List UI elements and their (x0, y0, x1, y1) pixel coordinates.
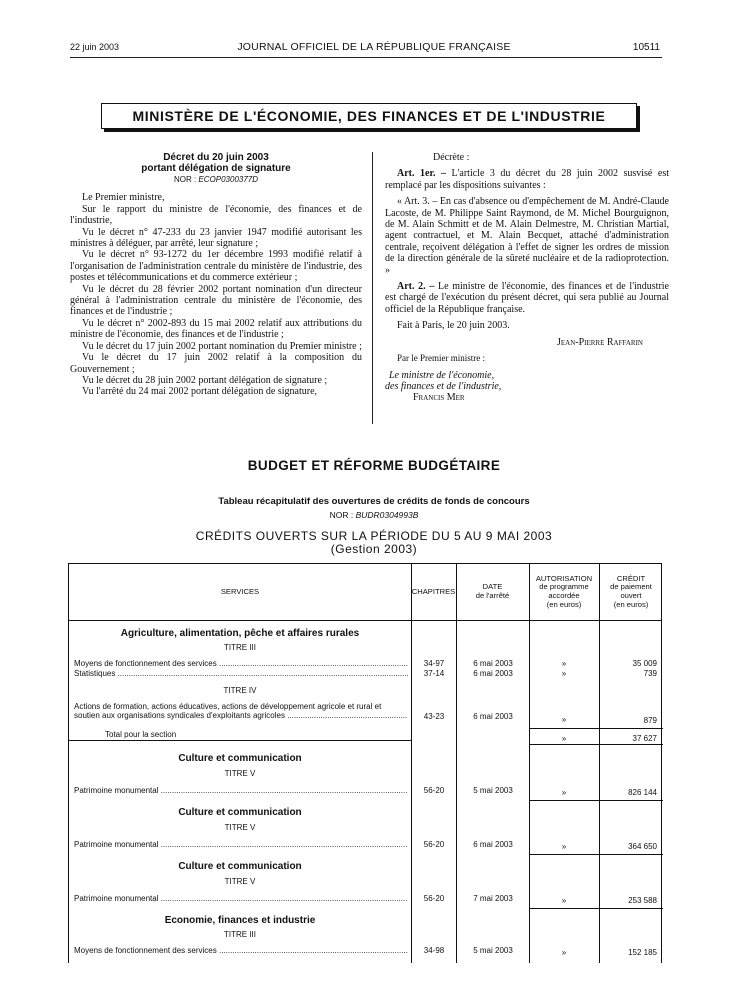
row-date: 5 mai 2003 (473, 946, 513, 955)
article-1 (385, 168, 669, 191)
header-auto-line1: AUTORISATION (535, 573, 593, 583)
decree-decrete: Décrète : (433, 152, 470, 163)
row-label: Statistiques ..... (74, 669, 408, 678)
row-credit: 826 144 (628, 788, 657, 797)
header-auto-line4: (en euros) (546, 599, 582, 609)
row-credit: 739 (643, 669, 657, 678)
decree-fait: Fait à Paris, le 20 juin 2003. (397, 320, 510, 332)
decree-paragraph: Vu le décret n° 47-233 du 23 janvier 1947 modifié autorisant les ministres à déléguer, par arrêté, leur signature ; (70, 226, 362, 250)
section-name: Agriculture, alimentation, pêche et affaires rurales (120, 628, 360, 639)
budget-nor (0, 510, 748, 520)
decree-left-column (70, 152, 362, 398)
credits-period: CRÉDITS OUVERTS SUR LA PÉRIODE DU 5 AU 9 MAI 2003 (195, 529, 553, 543)
decree-paragraph: Vu le décret n° 93-1272 du 1er décembre 1993 modifié relatif à l'organisation de l'administration centrale du ministère de l'industrie, des postes et télécommunications et du commerce extérieur ; (70, 249, 362, 284)
decree-subtitle: portant délégation de signature (141, 163, 291, 174)
row-credit: 152 185 (628, 948, 657, 957)
row-autorisation: » (561, 896, 567, 905)
ministry-banner (101, 103, 637, 129)
total-label: Total pour la section (105, 730, 177, 739)
credits-title (0, 530, 748, 556)
header-credit-line1: CRÉDIT (616, 573, 646, 583)
credits-gestion: (Gestion 2003) (330, 542, 418, 556)
row-date: 6 mai 2003 (473, 712, 513, 721)
row-label: Patrimoine monumental ..... (74, 840, 408, 849)
budget-nor-code: BUDR0304993B (355, 510, 419, 520)
header-auto-line2: de programme (539, 582, 589, 592)
decree-title: Décret du 20 juin 2003 (163, 152, 269, 163)
decree-paragraph: Le Premier ministre, (82, 192, 165, 204)
decree-paragraph: Vu le décret n° 2002-893 du 15 mai 2002 relatif aux attributions du ministre de l'économie, des finances et de l'industrie ; (70, 317, 362, 341)
header-autorisation (529, 564, 599, 620)
row-credit: 35 009 (632, 659, 657, 668)
row-credit: 364 650 (628, 842, 657, 851)
row-chapitre: 43-23 (423, 712, 445, 721)
article-2-text: Le ministre de l'économie, des finances et de l'industrie est chargé de l'exécution du présent décret, qui sera publié au Journal officiel de la République française. (385, 281, 669, 315)
row-label: Moyens de fonctionnement des services ..... (74, 659, 408, 668)
header-date: 22 juin 2003 (70, 42, 120, 52)
total-autorisation: » (561, 734, 567, 743)
row-autorisation: » (561, 669, 567, 678)
ministry-title: MINISTÈRE DE L'ÉCONOMIE, DES FINANCES ET DE L'INDUSTRIE (132, 108, 606, 124)
section-titre: TITRE V (224, 823, 256, 832)
article-2-label: Art. 2. – (397, 281, 435, 293)
row-date: 6 mai 2003 (473, 659, 513, 668)
article-1-text: L'article 3 du décret du 28 juin 2002 susvisé est remplacé par les dispositions suivantes : (385, 168, 669, 191)
section-titre: TITRE V (224, 877, 256, 886)
row-chapitre: 34-98 (423, 946, 445, 955)
header-credit-line3: ouvert (620, 591, 642, 600)
decree-paragraph: Vu le décret du 28 février 2002 portant nomination d'un directeur général à l'administration centrale du ministère de l'économie, des finances et de l'industrie ; (70, 283, 362, 318)
row-chapitre: 56-20 (423, 840, 445, 849)
row-autorisation: » (561, 842, 567, 851)
section-name: Economie, finances et industrie (164, 915, 316, 926)
journal-title: JOURNAL OFFICIEL DE LA RÉPUBLIQUE FRANÇAISE (237, 41, 511, 53)
article-2 (385, 281, 669, 315)
decree-paragraph: Vu le décret du 28 juin 2002 portant délégation de signature ; (82, 374, 328, 386)
header-rule (70, 57, 662, 58)
row-date: 6 mai 2003 (473, 840, 513, 849)
header-credit-line4: (en euros) (613, 599, 649, 609)
section-name: Culture et communication (178, 807, 302, 818)
minister-line-2: des finances et de l'industrie, (385, 380, 502, 392)
section-name: Culture et communication (178, 753, 302, 764)
row-autorisation: » (561, 788, 567, 797)
header-date (456, 564, 529, 620)
article-3-quote: « Art. 3. – En cas d'absence ou d'empêchement de M. André-Claude Lacoste, de M. Philippe Saint Raymond, de M. Michel Bourguignon, de M. Alain Schmitt et de M. Alain Delmestre, M. Christian Martial, agent contractuel, et M. Alain Becquet, attaché d'administration centrale, reçoivent délégation à l'effet de signer les ordres de mission de la direction générale de la sûreté nucléaire et de la radioprotection. » (385, 196, 669, 276)
header-auto-line3: accordée (548, 591, 580, 600)
row-autorisation: » (561, 715, 567, 724)
row-date: 6 mai 2003 (473, 669, 513, 678)
decree-paragraph: Vu le décret du 17 juin 2002 portant nomination du Premier ministre ; (82, 340, 362, 352)
row-label-line2: soutien aux organisations syndicales d'exploitants agricoles ..... (74, 711, 408, 720)
row-chapitre: 56-20 (423, 894, 445, 903)
column-divider (372, 152, 373, 424)
header-date-line1: DATE (482, 582, 503, 592)
row-label (74, 702, 408, 720)
section-titre: TITRE III (224, 643, 256, 652)
row-chapitre: 37-14 (423, 669, 445, 678)
decree-paragraph: Vu l'arrêté du 24 mai 2002 portant délégation de signature, (82, 386, 318, 398)
header-credit-line2: de paiement (610, 582, 652, 592)
credits-table (68, 563, 662, 963)
row-credit: 879 (643, 716, 657, 725)
row-date: 7 mai 2003 (473, 894, 513, 903)
row-label: Patrimoine monumental ..... (74, 894, 408, 903)
row-label: Patrimoine monumental ..... (74, 786, 408, 795)
row-label-line1: Actions de formation, actions éducatives, actions de développement agricole et rural et (74, 702, 382, 711)
budget-table-title: Tableau récapitulatif des ouvertures de crédits de fonds de concours (218, 496, 530, 507)
section-titre: TITRE V (224, 769, 256, 778)
section-titre: TITRE IV (223, 686, 257, 695)
decree-right-column (385, 152, 669, 404)
header-chapitres: CHAPITRES (411, 586, 456, 596)
minister-line-1: Le ministre de l'économie, (389, 369, 495, 381)
decree-nor (70, 174, 362, 185)
total-credit: 37 627 (632, 734, 657, 743)
section-titre: TITRE III (224, 930, 256, 939)
header-date-line2: de l'arrêté (475, 591, 510, 600)
row-chapitre: 34-97 (423, 659, 445, 668)
row-credit: 253 588 (628, 896, 657, 905)
page-number: 10511 (632, 42, 660, 53)
row-autorisation: » (561, 948, 567, 957)
row-date: 5 mai 2003 (473, 786, 513, 795)
article-1-label: Art. 1er. – (397, 168, 446, 180)
decree-nor-code: ECOP0300377D (198, 175, 259, 184)
decree-nor-label: NOR : (173, 175, 199, 184)
par-le-premier-ministre: Par le Premier ministre : (397, 353, 485, 364)
row-autorisation: » (561, 659, 567, 668)
section-name: Culture et communication (178, 861, 302, 872)
signature-prime-minister: Jean-Pierre Raffarin (557, 336, 643, 348)
row-label: Moyens de fonctionnement des services ..... (74, 946, 408, 955)
row-chapitre: 56-20 (423, 786, 445, 795)
decree-paragraph: Sur le rapport du ministre de l'économie, des finances et de l'industrie, (70, 203, 362, 227)
header-services: SERVICES (220, 586, 260, 596)
signature-minister: Francis Mer (413, 392, 465, 404)
budget-section-title: BUDGET ET RÉFORME BUDGÉTAIRE (247, 458, 501, 473)
header-credit (599, 564, 663, 620)
decree-paragraph: Vu le décret du 17 juin 2002 relatif à la composition du Gouvernement ; (70, 352, 362, 375)
budget-nor-label: NOR : (329, 510, 356, 520)
